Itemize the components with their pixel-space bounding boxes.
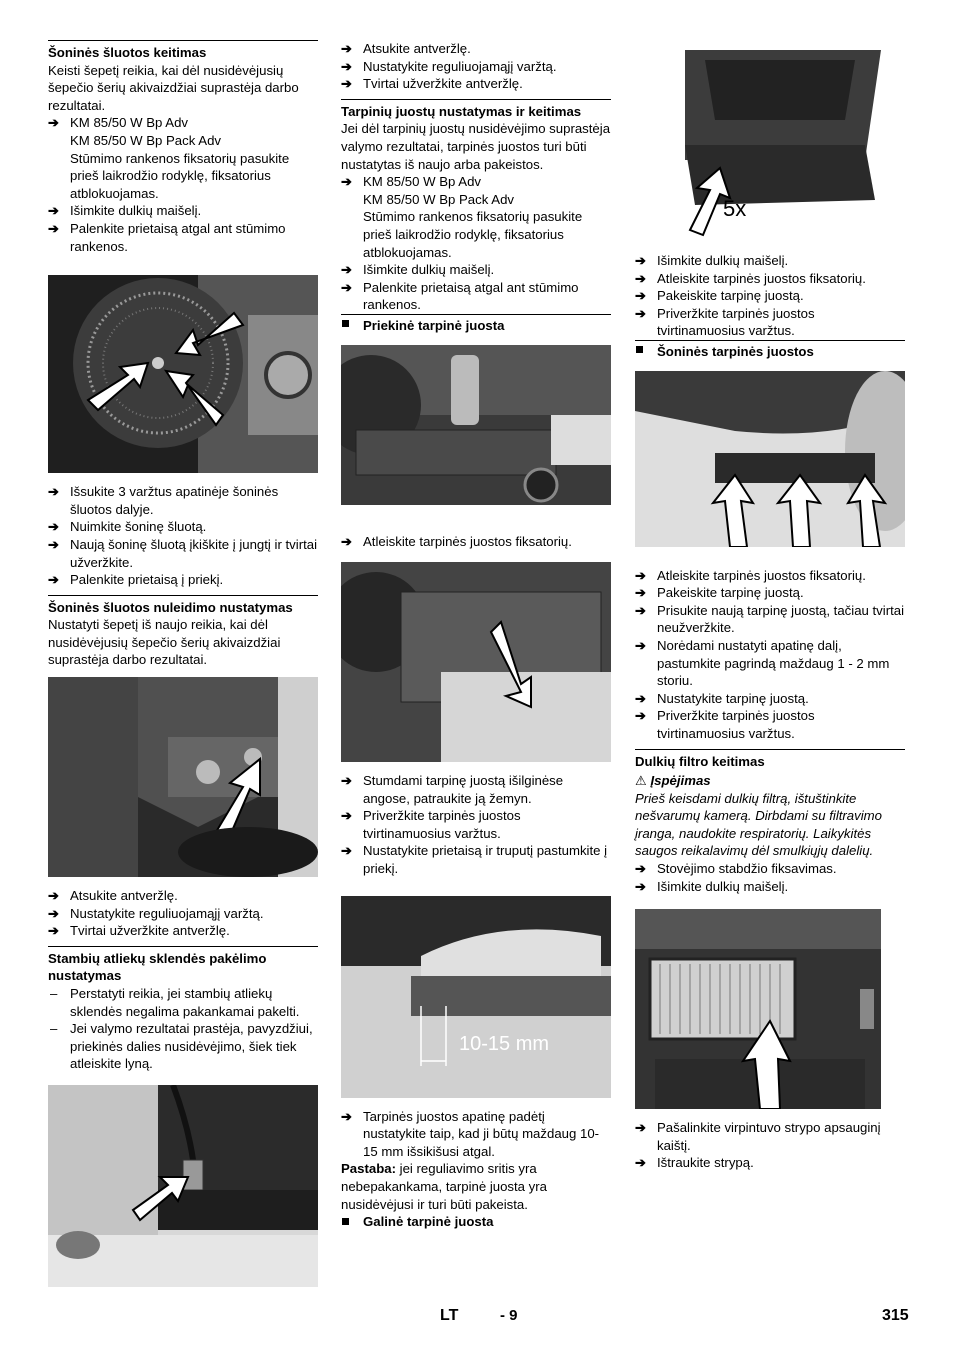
step-item: ➔ Tarpinės juostos apatinę padėtį nustatykite taip, kad ji būtų maždaug 10-15 mm išsikišusi atgal. — [341, 1108, 600, 1159]
step-item: ➔ Prisukite naują tarpinę juostą, tačiau tvirtai neužveržkite. — [635, 602, 905, 636]
column-1 — [48, 40, 318, 1297]
step-item: ➔ Tvirtai užveržkite antveržlę. — [48, 923, 230, 939]
step-item: ➔ Atleiskite tarpinės juostos fiksatorių. — [635, 270, 866, 286]
model-name: KM 85/50 W Bp Pack Adv — [363, 191, 514, 207]
arrow-right-icon: ➔ — [341, 174, 353, 190]
note: Pastaba: jei reguliavimo sritis yra nebepakankama, tarpinė juosta yra nusidėvėjusi ir turi būti pakeista. — [341, 1161, 548, 1212]
step-item: ➔ Tvirtai užveržkite antveržlę. — [341, 76, 523, 92]
bullet-square-icon — [636, 346, 643, 353]
arrow-right-icon: ➔ — [635, 602, 647, 618]
step-item: ➔ Atsukite antveržlę. — [341, 41, 471, 56]
step-item: ➔ Nustatykite tarpinę juostą. — [635, 690, 809, 706]
step-item: ➔ Pakeiskite tarpinę juostą. — [635, 288, 804, 304]
section-title-side-brush-replace: Šoninės šluotos keitimas — [48, 40, 318, 62]
arrow-right-icon: ➔ — [635, 878, 647, 894]
step-text: Stūmimo rankenos fiksatorių pasukite prieš laikrodžio rodyklę, fiksatorius atblokuojamas. — [363, 209, 583, 260]
column-3 — [635, 50, 905, 1172]
step-item: ➔ Stovėjimo stabdžio fiksavimas. — [635, 861, 837, 877]
model-name: KM 85/50 W Bp Pack Adv — [70, 132, 221, 148]
step-item: ➔ KM 85/50 W Bp Adv — [341, 174, 482, 190]
arrow-right-icon: ➔ — [48, 536, 60, 552]
arrow-right-icon: ➔ — [341, 76, 353, 92]
step-item: ➔ KM 85/50 W Bp Adv — [48, 115, 189, 131]
step-item: ➔ Atsukite antveržlę. — [48, 888, 178, 904]
paragraph: Jei dėl tarpinių juostų nusidėvėjimo suprastėja valymo rezultatai, tarpinės juostos turi būti nustatytas iš naujo arba pakeistos. — [341, 121, 611, 172]
step-item: ➔ Išimkite dulkių maišelį. — [341, 262, 495, 278]
photo-dust-filter — [635, 909, 881, 1109]
bullet-square-icon — [342, 1218, 349, 1225]
footer-page-number: 315 — [882, 1307, 909, 1324]
arrow-right-icon: ➔ — [635, 288, 647, 304]
footer-local-page: - 9 — [500, 1307, 518, 1324]
arrow-right-icon: ➔ — [635, 861, 647, 877]
section-title-debris-flap: Stambių atliekų sklendės pakėlimo nustatymas — [48, 946, 318, 985]
photo-side-strips — [635, 371, 905, 547]
arrow-right-icon: ➔ — [635, 708, 647, 724]
photo-pull-strip — [341, 562, 611, 762]
step-item: ➔ Išimkite dulkių maišelį. — [48, 203, 202, 219]
step-item: ➔ Stumdami tarpinę juostą išilginėse angose, patraukite ją žemyn. — [341, 773, 564, 806]
step-text: Stūmimo rankenos fiksatorių pasukite prieš laikrodžio rodyklę, fiksatorius atblokuojamas. — [70, 150, 290, 201]
arrow-right-icon: ➔ — [48, 905, 60, 921]
column-2 — [341, 40, 611, 1231]
arrow-right-icon: ➔ — [635, 567, 647, 583]
arrow-right-icon: ➔ — [341, 808, 353, 824]
step-item: ➔ Palenkite prietaisą į priekį. — [48, 572, 224, 588]
arrow-right-icon: ➔ — [341, 773, 353, 789]
arrow-right-icon: ➔ — [341, 41, 353, 56]
paragraph: Keisti šepetį reikia, kai dėl nusidėvėjusių šepečio šerių akivaizdžiai suprastėja darbo rezultatai. — [48, 62, 299, 113]
photo-side-brush — [48, 275, 318, 473]
step-item: ➔ Nustatykite prietaisą ir truputį pastumkite į priekį. — [341, 843, 608, 877]
warning-heading: ⚠ Įspėjimas — [635, 773, 711, 789]
arrow-right-icon: ➔ — [341, 262, 353, 278]
step-item: ➔ Išimkite dulkių maišelį. — [635, 253, 789, 268]
arrow-right-icon: ➔ — [635, 585, 647, 601]
step-item: ➔ Nustatykite reguliuojamąjį varžtą. — [341, 58, 557, 74]
arrow-right-icon: ➔ — [635, 253, 647, 268]
step-item: ➔ Išimkite dulkių maišelį. — [635, 878, 789, 894]
warning-triangle-icon: ⚠ — [635, 773, 647, 789]
paragraph: Nustatyti šepetį iš naujo reikia, kai dėl nusidėvėjusių šepečio šerių akivaizdžiai suprastėja darbo rezultatai. — [48, 617, 281, 668]
arrow-right-icon: ➔ — [48, 923, 60, 939]
arrow-right-icon: ➔ — [48, 888, 60, 904]
photo-cable — [48, 1085, 318, 1287]
arrow-right-icon: ➔ — [635, 305, 647, 321]
photo-adjust-screw — [48, 677, 318, 877]
subsection-front-strip: Priekinė tarpinė juosta — [341, 314, 611, 335]
dash-item: – Jei valymo rezultatai prastėja, pavyzdžiui, priekinės dalies nusidėvėjimo, šiek tiek atleiskite lyną. — [50, 1021, 313, 1072]
arrow-right-icon: ➔ — [48, 220, 60, 236]
dash-item: – Perstatyti reikia, jei stambių atliekų sklendės negalima pakankamai pakelti. — [50, 986, 300, 1019]
photo-rear-strip — [635, 50, 881, 240]
step-item: ➔ Naują šoninę šluotą įkiškite į jungtį ir tvirtai užveržkite. — [48, 536, 318, 570]
arrow-right-icon: ➔ — [341, 58, 353, 74]
subsection-side-strips: Šoninės tarpinės juostos — [635, 340, 905, 361]
arrow-right-icon: ➔ — [635, 690, 647, 706]
step-item: ➔ Pašalinkite virpintuvo strypo apsauginį kaištį. — [635, 1120, 881, 1153]
arrow-right-icon: ➔ — [48, 519, 60, 535]
section-title-side-brush-lowering: Šoninės šluotos nuleidimo nustatymas — [48, 595, 318, 617]
step-item: ➔ Pakeiskite tarpinę juostą. — [635, 585, 804, 601]
step-item: ➔ Nuimkite šoninę šluotą. — [48, 519, 207, 535]
photo-measurement — [341, 896, 611, 1098]
arrow-right-icon: ➔ — [341, 279, 353, 295]
step-item: ➔ Atleiskite tarpinės juostos fiksatorių. — [341, 533, 572, 549]
warning-text: Prieš keisdami dulkių filtrą, ištuštinkite nešvarumų kamerą. Dirbdami su filtravimo įranga, naudokite respiratorių. Laikykitės saugos reikalavimų dėl smulkiųjų dalelių. — [635, 790, 882, 859]
section-title-dust-filter: Dulkių filtro keitimas — [635, 749, 905, 771]
arrow-right-icon: ➔ — [341, 843, 353, 859]
footer-language: LT — [440, 1307, 459, 1324]
arrow-right-icon: ➔ — [635, 1155, 647, 1171]
arrow-right-icon: ➔ — [635, 1120, 647, 1136]
bullet-square-icon — [342, 320, 349, 327]
photo-front-strip — [341, 345, 611, 505]
arrow-right-icon: ➔ — [48, 572, 60, 588]
step-item: ➔ Norėdami nustatyti apatinę dalį, pastumkite pagrindą maždaug 1 - 2 mm storiu. — [635, 637, 890, 689]
arrow-right-icon: ➔ — [635, 637, 647, 653]
step-item: ➔ Atleiskite tarpinės juostos fiksatorių. — [635, 567, 866, 583]
measurement-label: 10-15 mm — [459, 1032, 550, 1055]
step-item: ➔ Palenkite prietaisą atgal ant stūmimo rankenos. — [341, 279, 579, 313]
step-item: ➔ Priveržkite tarpinės juostos tvirtinamuosius varžtus. — [635, 708, 815, 741]
arrow-right-icon: ➔ — [341, 1108, 353, 1124]
step-item: ➔ Palenkite prietaisą atgal ant stūmimo rankenos. — [48, 220, 286, 254]
step-item: ➔ Ištraukite strypą. — [635, 1155, 754, 1171]
arrow-right-icon: ➔ — [48, 203, 60, 219]
step-item: ➔ Priveržkite tarpinės juostos tvirtinamuosius varžtus. — [635, 305, 815, 339]
screws-count-label: 5x — [723, 196, 747, 221]
step-item: ➔ Priveržkite tarpinės juostos tvirtinamuosius varžtus. — [341, 808, 521, 841]
step-item: ➔ Išsukite 3 varžtus apatinėje šoninės šluotos dalyje. — [48, 484, 279, 517]
section-title-sealing-strips: Tarpinių juostų nustatymas ir keitimas — [341, 99, 611, 121]
arrow-right-icon: ➔ — [48, 484, 60, 500]
arrow-right-icon: ➔ — [48, 115, 60, 131]
subsection-rear-strip: Galinė tarpinė juosta — [341, 1213, 611, 1231]
arrow-right-icon: ➔ — [341, 533, 353, 549]
step-item: ➔ Nustatykite reguliuojamąjį varžtą. — [48, 905, 264, 921]
arrow-right-icon: ➔ — [635, 270, 647, 286]
